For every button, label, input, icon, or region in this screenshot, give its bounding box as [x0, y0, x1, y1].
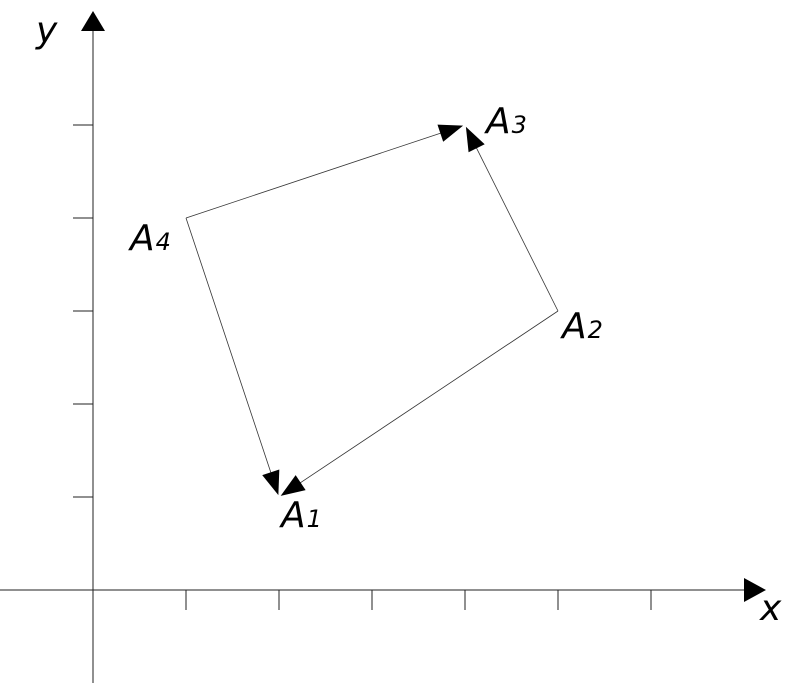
y-axis-arrowhead: [81, 11, 105, 31]
ticks-group: [73, 125, 651, 610]
point-label-a3: A3: [486, 101, 527, 142]
vector-a4-a1-arrowhead: [262, 469, 279, 495]
vector-a4-a3-arrowhead: [437, 125, 463, 142]
vector-a2-a1: [297, 311, 558, 485]
axes-group: [0, 10, 782, 683]
vector-a4-a1: [186, 218, 272, 476]
vector-a2-a3-arrowhead: [466, 127, 485, 152]
point-label-a4: A4: [130, 218, 171, 259]
point-labels: [128, 101, 603, 536]
quadrilateral-edges: [186, 125, 558, 496]
vector-a4-a3: [186, 132, 444, 218]
point-label-a1: A1: [281, 495, 322, 536]
vector-a2-a3: [475, 145, 558, 311]
y-axis-label: y: [36, 10, 58, 51]
vector-a2-a1-arrowhead: [281, 475, 306, 496]
x-axis-label: x: [760, 588, 782, 629]
point-label-a2: A2: [562, 306, 603, 347]
